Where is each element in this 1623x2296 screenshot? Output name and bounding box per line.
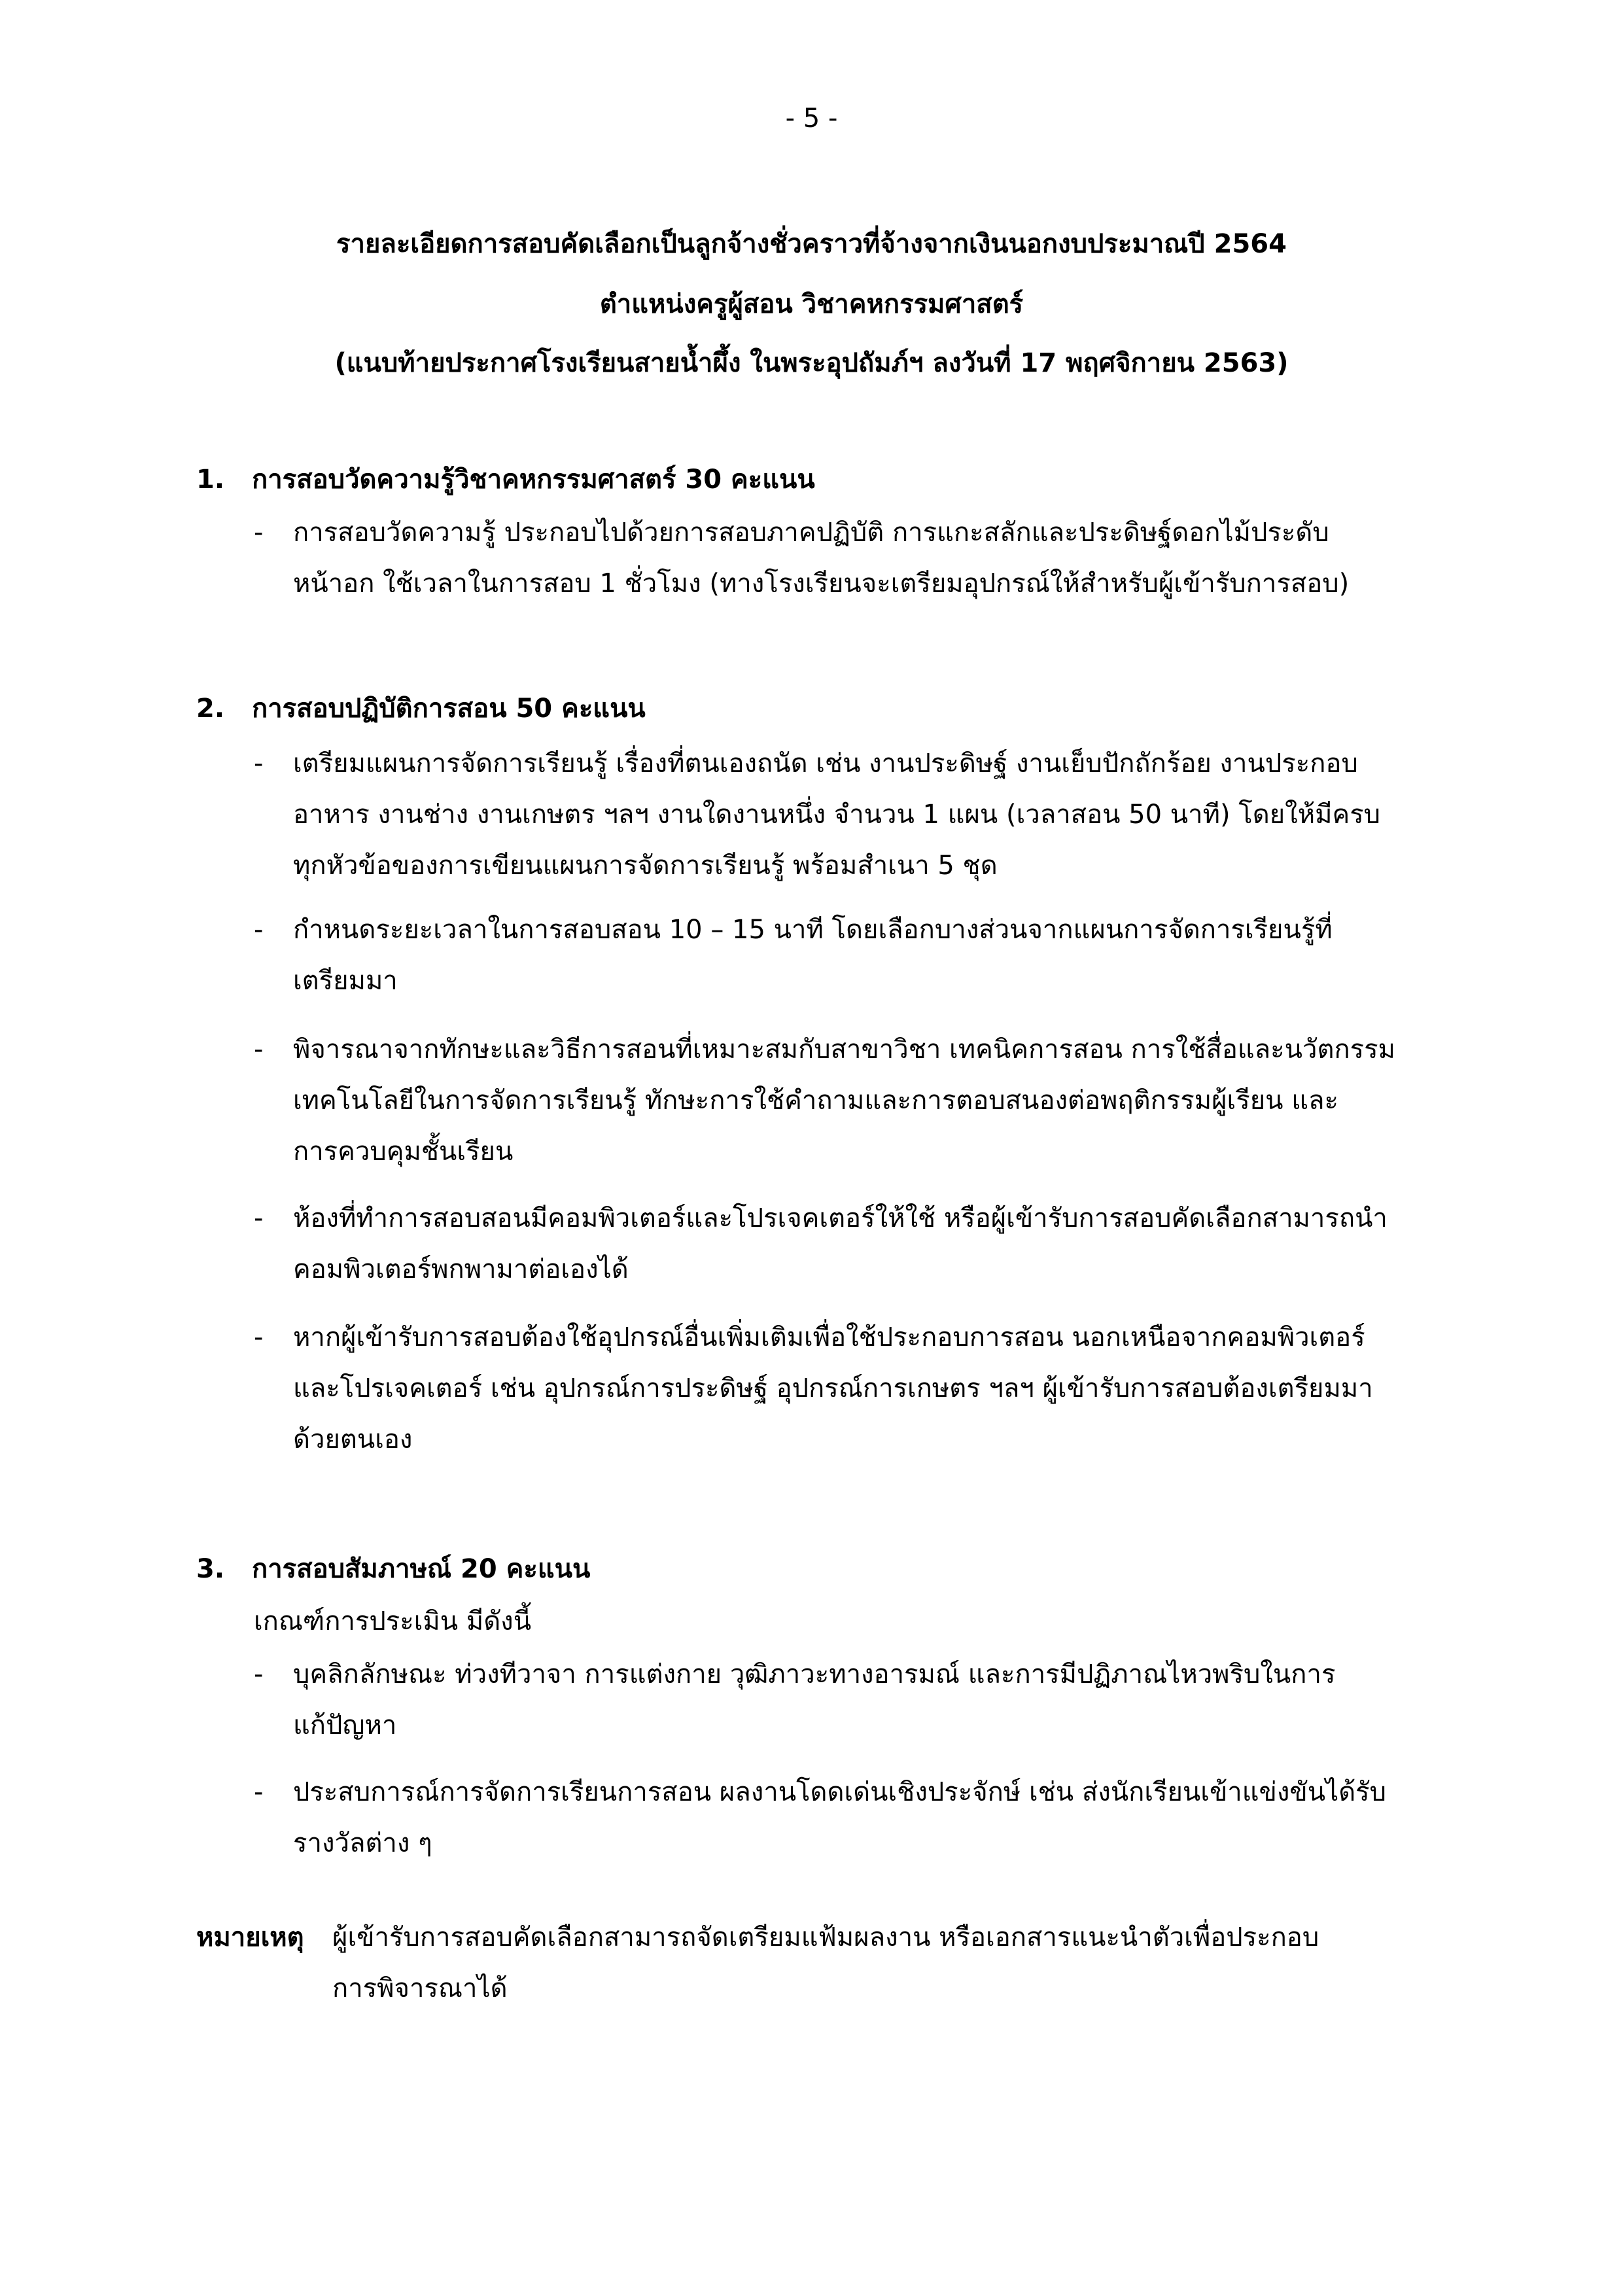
bullet-dash: - [254,915,264,945]
list-item [254,1024,1431,1177]
item-line: เตรียมแผนการจัดการเรียนรู้ เรื่องที่ตนเองถนัด เช่น งานประดิษฐ์ งานเย็บปักถักร้อย งานประกอบ [293,749,1358,779]
item-line: เทคโนโลยีในการจัดการเรียนรู้ ทักษะการใช้คำถามและการตอบสนองต่อพฤติกรรมผู้เรียน และ [293,1086,1338,1116]
bullet-dash: - [254,1659,264,1689]
item-line: หากผู้เข้ารับการสอบต้องใช้อุปกรณ์อื่นเพิ่มเติมเพื่อใช้ประกอบการสอน นอกเหนือจากคอมพิวเตอร์ [293,1322,1365,1352]
list-item [254,1767,1431,1869]
section-1-heading [196,458,815,500]
item-line: ประสบการณ์การจัดการเรียนการสอน ผลงานโดดเด่นเชิงประจักษ์ เช่น ส่งนักเรียนเข้าแข่งขันได้รับ [293,1777,1387,1807]
page-number: - 5 - [785,103,838,133]
item-line: พิจารณาจากทักษะและวิธีการสอนที่เหมาะสมกับสาขาวิชา เทคนิคการสอน การใช้สื่อและนวัตกรรม [293,1034,1395,1065]
section-title: การสอบปฏิบัติการสอน 50 คะแนน [252,694,646,724]
title-line-1: รายละเอียดการสอบคัดเลือกเป็นลูกจ้างชั่วคราวที่จ้างจากเงินนอกงบประมาณปี 2564 [336,229,1287,259]
item-line: ทุกหัวข้อของการเขียนแผนการจัดการเรียนรู้ พร้อมสำเนา 5 ชุด [293,851,998,881]
list-item [254,1649,1431,1751]
note-line: ผู้เข้ารับการสอบคัดเลือกสามารถจัดเตรียมแฟ้มผลงาน หรือเอกสารแนะนำตัวเพื่อประกอบ [332,1922,1319,1952]
item-line: ห้องที่ทำการสอบสอนมีคอมพิวเตอร์และโปรเจคเตอร์ให้ใช้ หรือผู้เข้ารับการสอบคัดเลือกสามารถนำ [293,1203,1387,1233]
item-line: เตรียมมา [293,966,398,996]
item-line: และโปรเจคเตอร์ เช่น อุปกรณ์การประดิษฐ์ อุปกรณ์การเกษตร ฯลฯ ผู้เข้ารับการสอบต้องเตรียมมา [293,1373,1373,1404]
item-line: การสอบวัดความรู้ ประกอบไปด้วยการสอบภาคปฏิบัติ การแกะสลักและประดิษฐ์ดอกไม้ประดับ [293,518,1329,548]
item-line: ด้วยตนเอง [293,1424,413,1455]
list-item [254,738,1431,891]
item-line: คอมพิวเตอร์พกพามาต่อเองได้ [293,1254,629,1284]
note-label: หมายเหตุ [196,1922,304,1952]
bullet-dash: - [254,749,264,779]
item-line: กำหนดระยะเวลาในการสอบสอน 10 – 15 นาที โดยเลือกบางส่วนจากแผนการจัดการเรียนรู้ที่ [293,915,1333,945]
section-number: 3. [196,1554,225,1584]
list-item [254,507,1431,609]
note-block [196,1912,1433,2014]
section-2-heading [196,687,646,729]
list-item [254,1312,1431,1465]
bullet-dash: - [254,1777,264,1807]
title-line-2: ตำแหน่งครูผู้สอน วิชาคหกรรมศาสตร์ [599,289,1024,319]
item-line: อาหาร งานช่าง งานเกษตร ฯลฯ งานใดงานหนึ่ง จำนวน 1 แผน (เวลาสอน 50 นาที) โดยให้มีครบ [293,800,1381,830]
bullet-dash: - [254,1034,264,1065]
title-line-3: (แนบท้ายประกาศโรงเรียนสายน้ำผึ้ง ในพระอุปถัมภ์ฯ ลงวันที่ 17 พฤศจิกายน 2563) [334,348,1289,378]
criteria-intro: เกณฑ์การประเมิน มีดังนี้ [254,1606,532,1636]
bullet-dash: - [254,1322,264,1352]
section-title: การสอบสัมภาษณ์ 20 คะแนน [252,1554,591,1584]
list-item [254,904,1431,1006]
item-line: การควบคุมชั้นเรียน [293,1137,514,1167]
section-title: การสอบวัดความรู้วิชาคหกรรมศาสตร์ 30 คะแนน [252,465,815,495]
item-line: แก้ปัญหา [293,1710,397,1740]
bullet-dash: - [254,1203,264,1233]
section-number: 2. [196,694,225,724]
section-3-heading [196,1547,590,1589]
note-line: การพิจารณาได้ [332,1973,508,2004]
item-line: หน้าอก ใช้เวลาในการสอบ 1 ชั่วโมง (ทางโรงเรียนจะเตรียมอุปกรณ์ให้สำหรับผู้เข้ารับการสอบ) [293,569,1350,599]
item-line: รางวัลต่าง ๆ [293,1828,432,1858]
bullet-dash: - [254,518,264,548]
item-line: บุคลิกลักษณะ ท่วงทีวาจา การแต่งกาย วุฒิภาวะทางอารมณ์ และการมีปฏิภาณไหวพริบในการ [293,1659,1336,1689]
list-item [254,1193,1431,1295]
section-number: 1. [196,465,225,495]
